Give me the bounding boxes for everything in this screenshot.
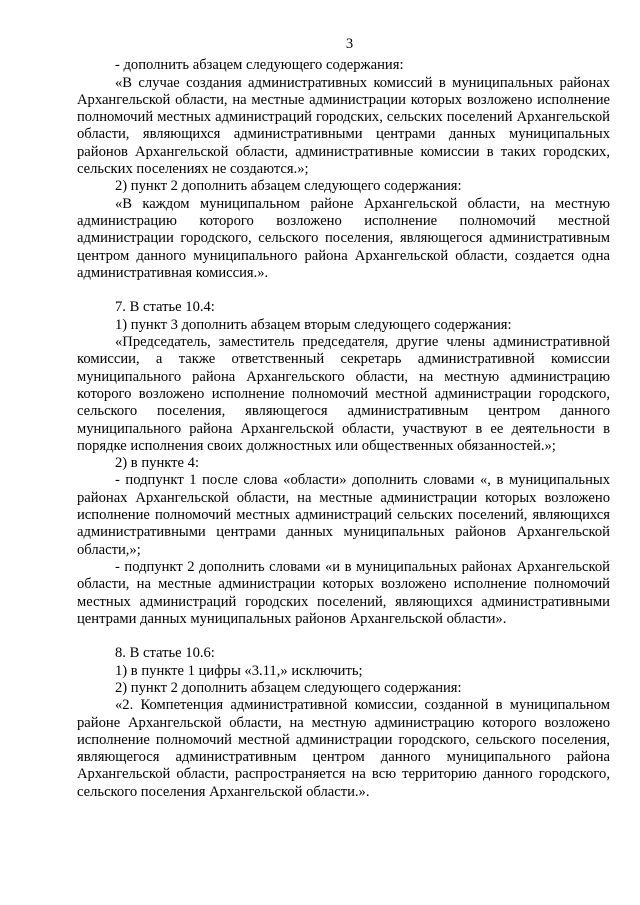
paragraph: 7. В статье 10.4: <box>115 299 215 316</box>
paragraph: 2) в пункте 4: <box>115 455 200 472</box>
paragraph: - подпункт 2 дополнить словами «и в муниципальных районах Архангельской области, на местные администрации которых возложено исполнение полномочий местных администраций городских поселений, являющихся административными центрами данных муниципальных районов Архангельской области». <box>77 558 610 627</box>
document-body <box>77 57 610 801</box>
paragraph: «2. Компетенция административной комиссии, созданной в муниципальном районе Архангельской области, на местную администрацию которого возложено исполнение полномочий местной администрации городского, сельского поселения, являющегося административным центром данного муниципального района Архангельской области, распространяется на всю территорию данного городского, сельского поселения Архангельской области.». <box>77 697 610 800</box>
paragraph: «Председатель, заместитель председателя, другие члены административной комиссии, а также ответственный секретарь административной комиссии муниципального района Архангельского области, на местную администрацию которого возложено исполнение полномочий местной администрации городского, сельского поселения, являющегося административным центром данного муниципального района Архангельской области, участвуют в ее деятельности в порядке исполнения своих должностных или общественных обязанностей.»; <box>77 334 610 454</box>
paragraph: 1) в пункте 1 цифры «3.11,» исключить; <box>115 662 363 679</box>
paragraph: - подпункт 1 после слова «области» дополнить словами «, в муниципальных районах Архангельской области, на местные администрации которых возложено исполнение полномочий местных администраций сельских поселений, являющихся административными центрами данных муниципальных районов Архангельской области,»; <box>77 472 610 558</box>
paragraph: 1) пункт 3 дополнить абзацем вторым следующего содержания: <box>115 316 512 333</box>
paragraph: 2) пункт 2 дополнить абзацем следующего содержания: <box>115 178 462 195</box>
page-number: 3 <box>345 36 354 52</box>
paragraph: 2) пункт 2 дополнить абзацем следующего содержания: <box>115 679 462 696</box>
paragraph: - дополнить абзацем следующего содержания: <box>115 57 404 74</box>
paragraph: «В случае создания административных комиссий в муниципальных районах Архангельской области, на местные администрации которых возложено исполнение полномочий местных администраций городских, сельских поселений Архангельской области, являющихся административными центрами данных муниципальных районов Архангельской области, административные комиссии в таких городских, сельских поселениях не создаются.»; <box>77 74 610 178</box>
paragraph: 8. В статье 10.6: <box>115 645 215 662</box>
paragraph-spacer <box>77 628 610 645</box>
paragraph: «В каждом муниципальном районе Архангельской области, на местную администрацию которого возложено исполнение полномочий местной администрации городского, сельского поселения, являющегося административным центром данного муниципального района Архангельской области, создается одна административная комиссия.». <box>77 195 610 281</box>
paragraph-spacer <box>77 282 610 299</box>
document-page <box>77 36 610 801</box>
